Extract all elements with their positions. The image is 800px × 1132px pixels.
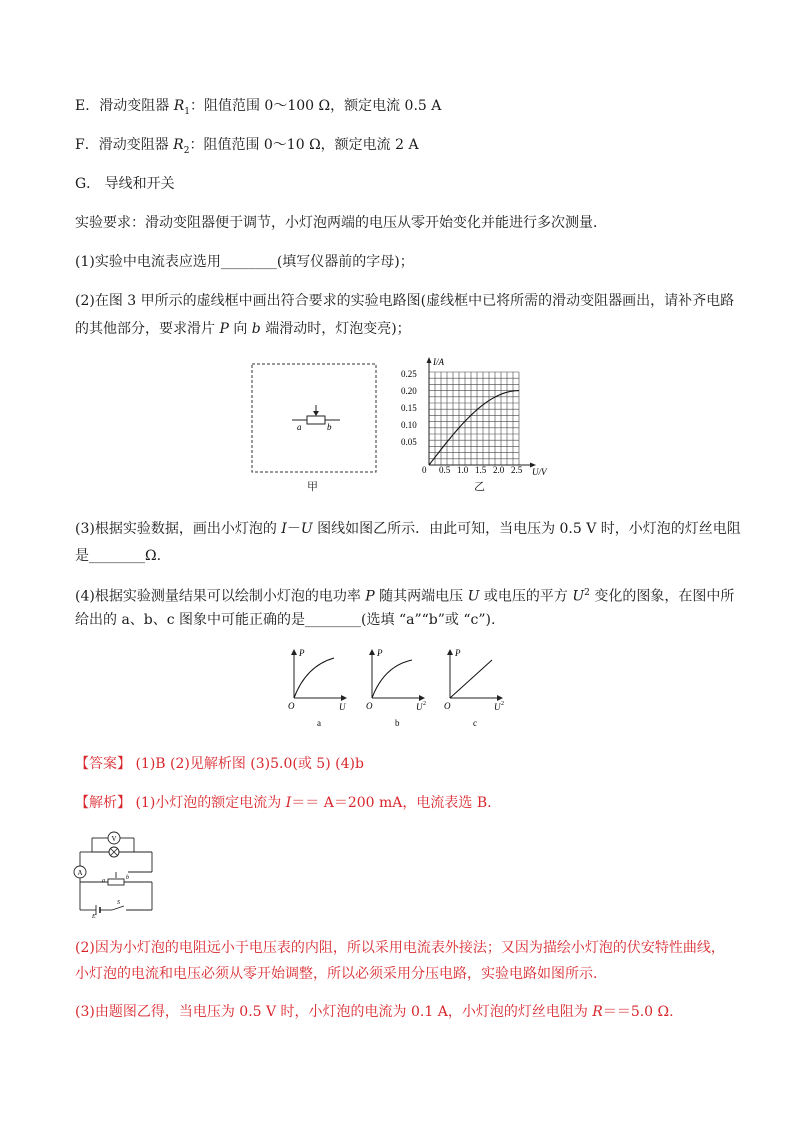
svg-text:A: A	[77, 869, 83, 877]
y-axis-label: I/A	[433, 357, 444, 367]
svg-text:O: O	[288, 701, 295, 711]
svg-text:U: U	[416, 702, 423, 712]
x-tick: 1.5	[475, 465, 487, 475]
option-g: G． 导线和开关	[75, 176, 175, 192]
y-tick: 0.05	[401, 437, 417, 447]
line-c	[450, 660, 492, 698]
rheostat-label-a: a	[297, 422, 302, 432]
y-tick: 0.15	[401, 403, 417, 413]
option-f: F．滑动变阻器 $R_2$：阻值范围 0～10 Ω，额定电流 2 A	[75, 137, 419, 156]
svg-text:P: P	[377, 648, 383, 658]
graph-a	[288, 648, 346, 728]
y-tick: 0.25	[401, 369, 417, 379]
svg-text:U: U	[494, 702, 501, 712]
analysis-para-3: (3)由题图乙得，当电压为 0.5 V 时，小灯泡的电流为 0.1 A，小灯泡的灯丝电阻为 R＝＝5.0 Ω.	[75, 1004, 674, 1020]
x-tick: 2.5	[511, 465, 523, 475]
y-axis-arrow	[427, 357, 432, 363]
graph-caption-c: c	[473, 718, 477, 728]
lamp-icon	[109, 847, 119, 857]
question-3-line2: 是________Ω.	[75, 548, 162, 564]
y-tick: 0.20	[401, 386, 417, 396]
experiment-requirement: 实验要求：滑动变阻器便于调节，小灯泡两端的电压从零开始变化并能进行多次测量．	[75, 215, 607, 231]
x-tick: 1.0	[457, 465, 469, 475]
x-tick: 2.0	[493, 465, 505, 475]
svg-text:2: 2	[501, 701, 504, 707]
question-4-line2: 给出的 a、b、c 图象中可能正确的是________(选填 “a”“b”或 “c”).	[75, 612, 496, 628]
x-tick: 0.5	[439, 465, 451, 475]
analysis-para-2-line2: 小灯泡的电流和电压必须从零开始调整，所以必须采用分压电路，实验电路如图所示.	[75, 966, 598, 982]
answer-label: 【答案】	[75, 756, 131, 772]
caption-jia: 甲	[307, 480, 318, 493]
svg-text:b: b	[126, 875, 129, 881]
question-4-line1: (4)根据实验测量结果可以绘制小灯泡的电功率 P 随其两端电压 U 或电压的平方 $U^2$ 变化的图象，在图中所	[75, 588, 735, 605]
figure-yi-iu-graph	[398, 355, 558, 477]
graph-c	[444, 648, 504, 728]
answer-line: 【答案】 (1)B (2)见解析图 (3)5.0(或 5) (4)b	[75, 756, 364, 772]
question-2-line1: (2)在图 3 甲所示的虚线框中画出符合要求的实验电路图(虚线框中已将所需的滑动变阻器画出，请补齐电路	[75, 293, 735, 309]
y-tick: 0.10	[401, 420, 417, 430]
analysis-para-2-line1: (2)因为小灯泡的电阻远小于电压表的内阻，所以采用电流表外接法；又因为描绘小灯泡的伏安特性曲线，	[75, 940, 725, 956]
curve-b	[372, 660, 412, 698]
graph-caption-a: a	[317, 718, 321, 728]
analysis-label: 【解析】	[75, 795, 131, 811]
svg-text:O: O	[444, 701, 451, 711]
p-graphs	[282, 646, 522, 736]
analysis-line-1: 【解析】 (1)小灯泡的额定电流为 I＝＝ A＝200 mA，电流表选 B.	[75, 795, 492, 811]
svg-text:V: V	[111, 835, 117, 843]
svg-text:2: 2	[423, 701, 426, 707]
graph-grid	[429, 372, 519, 465]
question-1: (1)实验中电流表应选用________(填写仪器前的字母)；	[75, 254, 414, 270]
svg-text:a: a	[102, 878, 105, 884]
origin-label: 0	[422, 465, 427, 475]
graph-b	[366, 648, 426, 728]
svg-text:S: S	[117, 900, 120, 906]
svg-text:P: P	[299, 648, 305, 658]
x-tick-labels	[439, 465, 523, 475]
option-e: E．滑动变阻器 $R_1$：阻值范围 0～100 Ω，额定电流 0.5 A	[75, 98, 442, 117]
question-2-line2: 的其他部分，要求滑片 P 向 b 端滑动时，灯泡变亮)；	[75, 321, 411, 337]
svg-text:E: E	[92, 914, 96, 918]
rheostat-label-b: b	[327, 422, 332, 432]
graph-caption-b: b	[395, 718, 400, 728]
x-axis-label: U/V	[532, 467, 547, 477]
caption-yi: 乙	[474, 480, 485, 493]
circuit-diagram	[72, 828, 162, 918]
svg-text:O: O	[366, 701, 373, 711]
y-tick-labels	[401, 369, 417, 447]
question-3-line1: (3)根据实验数据，画出小灯泡的 I－U 图线如图乙所示．由此可知，当电压为 0.5 V 时，小灯泡的灯丝电阻	[75, 521, 741, 537]
svg-text:U: U	[339, 702, 346, 712]
svg-text:P: P	[455, 648, 461, 658]
figure-jia	[250, 362, 380, 474]
curve-a	[294, 658, 334, 698]
